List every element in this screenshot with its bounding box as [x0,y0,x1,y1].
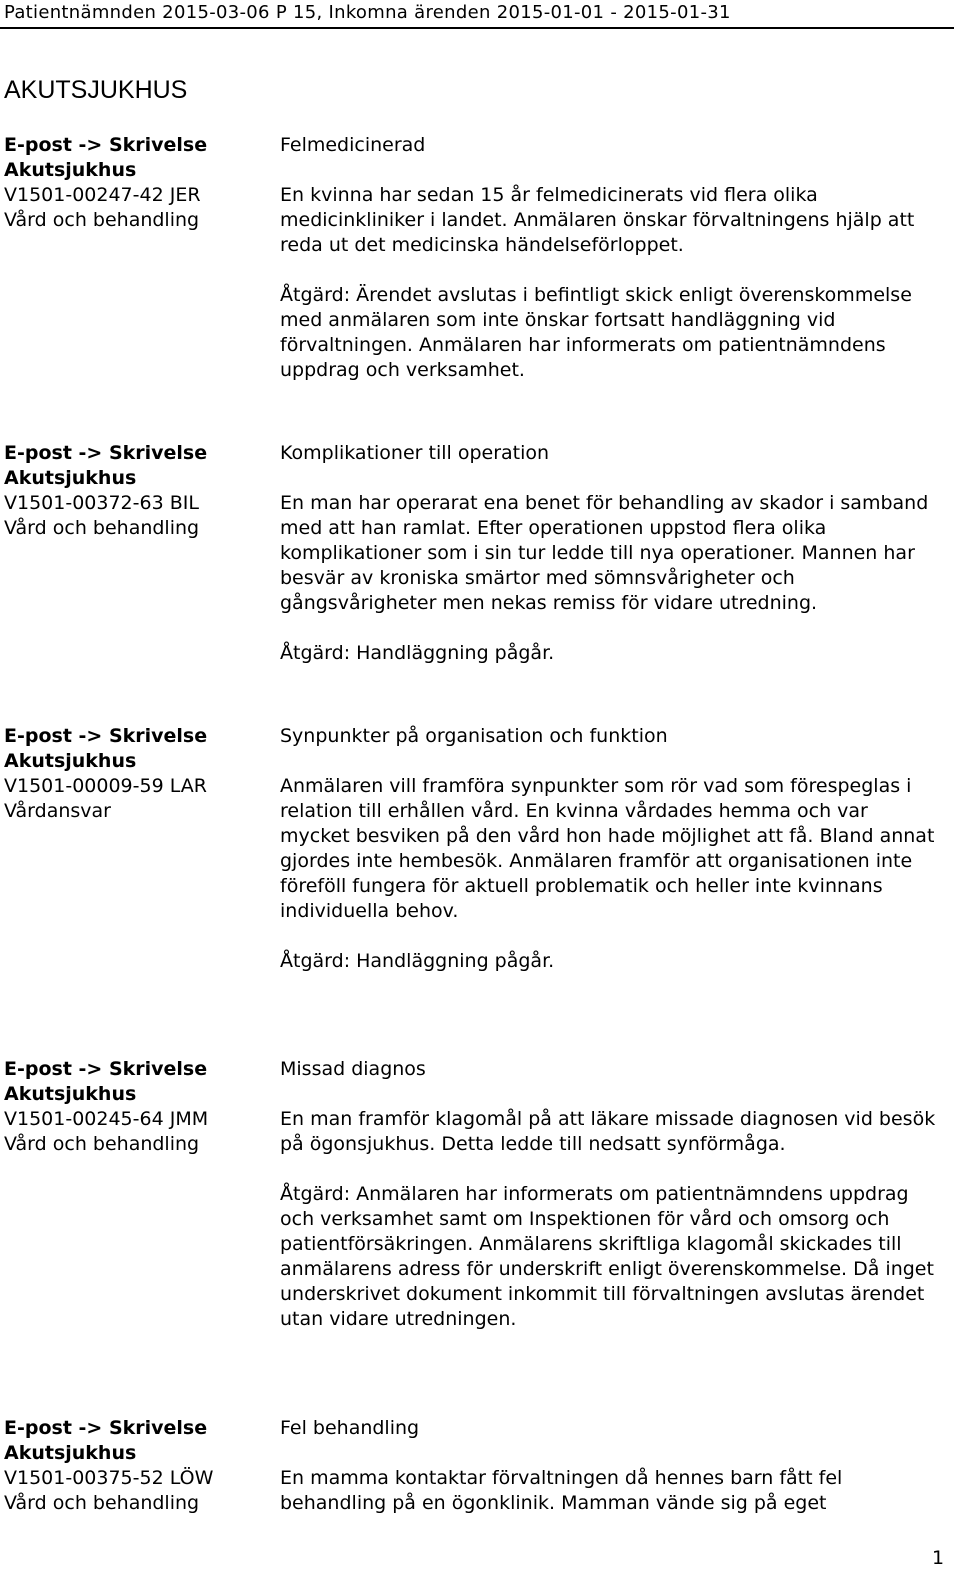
case-body [280,1057,940,1332]
case-channel: E-post -> Skrivelse [4,1058,208,1080]
case-channel: E-post -> Skrivelse [4,725,208,747]
case-channel: E-post -> Skrivelse [4,1417,208,1439]
case-description: En man har operarat ena benet för behandling av skador i samband med att han ramlat. Efter operationen uppstod flera olika komplikationer som i sin tur ledde till nya operationer. Mannen har besvär av kroniska smärtor med sömnsvårigheter och gångsvårigheter men nekas remiss för vidare utredning. [280,492,929,614]
case-unit: Akutsjukhus [4,750,137,772]
case-subject: Felmedicinerad [280,134,426,156]
case-meta [4,724,274,824]
case-body [280,133,940,383]
case-description: En mamma kontaktar förvaltningen då hennes barn fått fel behandling på en ögonklinik. Mamman vände sig på eget [280,1467,843,1514]
case-subject: Missad diagnos [280,1058,426,1080]
case-description: En man framför klagomål på att läkare missade diagnosen vid besök på ögonsjukhus. Detta ledde till nedsatt synförmåga. [280,1108,936,1155]
case-category: Vård och behandling [4,1133,200,1155]
case-category: Vård och behandling [4,1492,200,1514]
case-subject: Fel behandling [280,1417,420,1439]
case-action: Åtgärd: Anmälaren har informerats om patientnämndens uppdrag och verksamhet samt om Inspektionen för vård och omsorg och patientförsäkringen. Anmälarens skriftliga klagomål skickades till anmälarens adress för underskrift enligt överenskommelse. Då inget underskrivet dokument inkommit till förvaltningen avslutas ärendet utan vidare utredningen. [280,1183,934,1330]
case-category: Vård och behandling [4,517,200,539]
case-body [280,441,940,666]
case-id: V1501-00372-63 BIL [4,492,199,514]
case-id: V1501-00009-59 LAR [4,775,207,797]
case-meta [4,441,274,541]
case-id: V1501-00245-64 JMM [4,1108,209,1130]
page-header: Patientnämnden 2015-03-06 P 15, Inkomna ärenden 2015-01-01 - 2015-01-31 [4,2,731,23]
case-unit: Akutsjukhus [4,467,137,489]
case-subject: Synpunkter på organisation och funktion [280,725,668,747]
case-unit: Akutsjukhus [4,1083,137,1105]
case-meta [4,1057,274,1157]
case-action: Åtgärd: Handläggning pågår. [280,642,555,664]
case-channel: E-post -> Skrivelse [4,134,208,156]
case-meta [4,1416,274,1516]
header-divider [0,27,954,29]
case-category: Vård och behandling [4,209,200,231]
case-subject: Komplikationer till operation [280,442,550,464]
case-unit: Akutsjukhus [4,1442,137,1464]
case-description: Anmälaren vill framföra synpunkter som rör vad som förespeglas i relation till erhållen vård. En kvinna vårdades hemma och var mycket besviken på den vård hon hade möjlighet att få. Bland annat gjordes inte hembesök. Anmälaren framför att organisationen inte föreföll fungera för aktuell problematik och heller inte kvinnans individuella behov. [280,775,935,922]
case-category: Vårdansvar [4,800,111,822]
case-channel: E-post -> Skrivelse [4,442,208,464]
case-id: V1501-00247-42 JER [4,184,201,206]
page-number: 1 [932,1547,945,1569]
case-description: En kvinna har sedan 15 år felmedicinerats vid flera olika medicinkliniker i landet. Anmälaren önskar förvaltningens hjälp att reda ut det medicinska händelseförloppet. [280,184,915,256]
case-action: Åtgärd: Handläggning pågår. [280,950,555,972]
case-action: Åtgärd: Ärendet avslutas i befintligt skick enligt överenskommelse med anmälaren som inte önskar fortsatt handläggning vid förvaltningen. Anmälaren har informerats om patientnämndens uppdrag och verksamhet. [280,284,912,381]
case-body [280,1416,940,1516]
section-title: AKUTSJUKHUS [4,76,188,104]
case-body [280,724,940,974]
case-meta [4,133,274,233]
case-unit: Akutsjukhus [4,159,137,181]
case-id: V1501-00375-52 LÖW [4,1467,214,1489]
